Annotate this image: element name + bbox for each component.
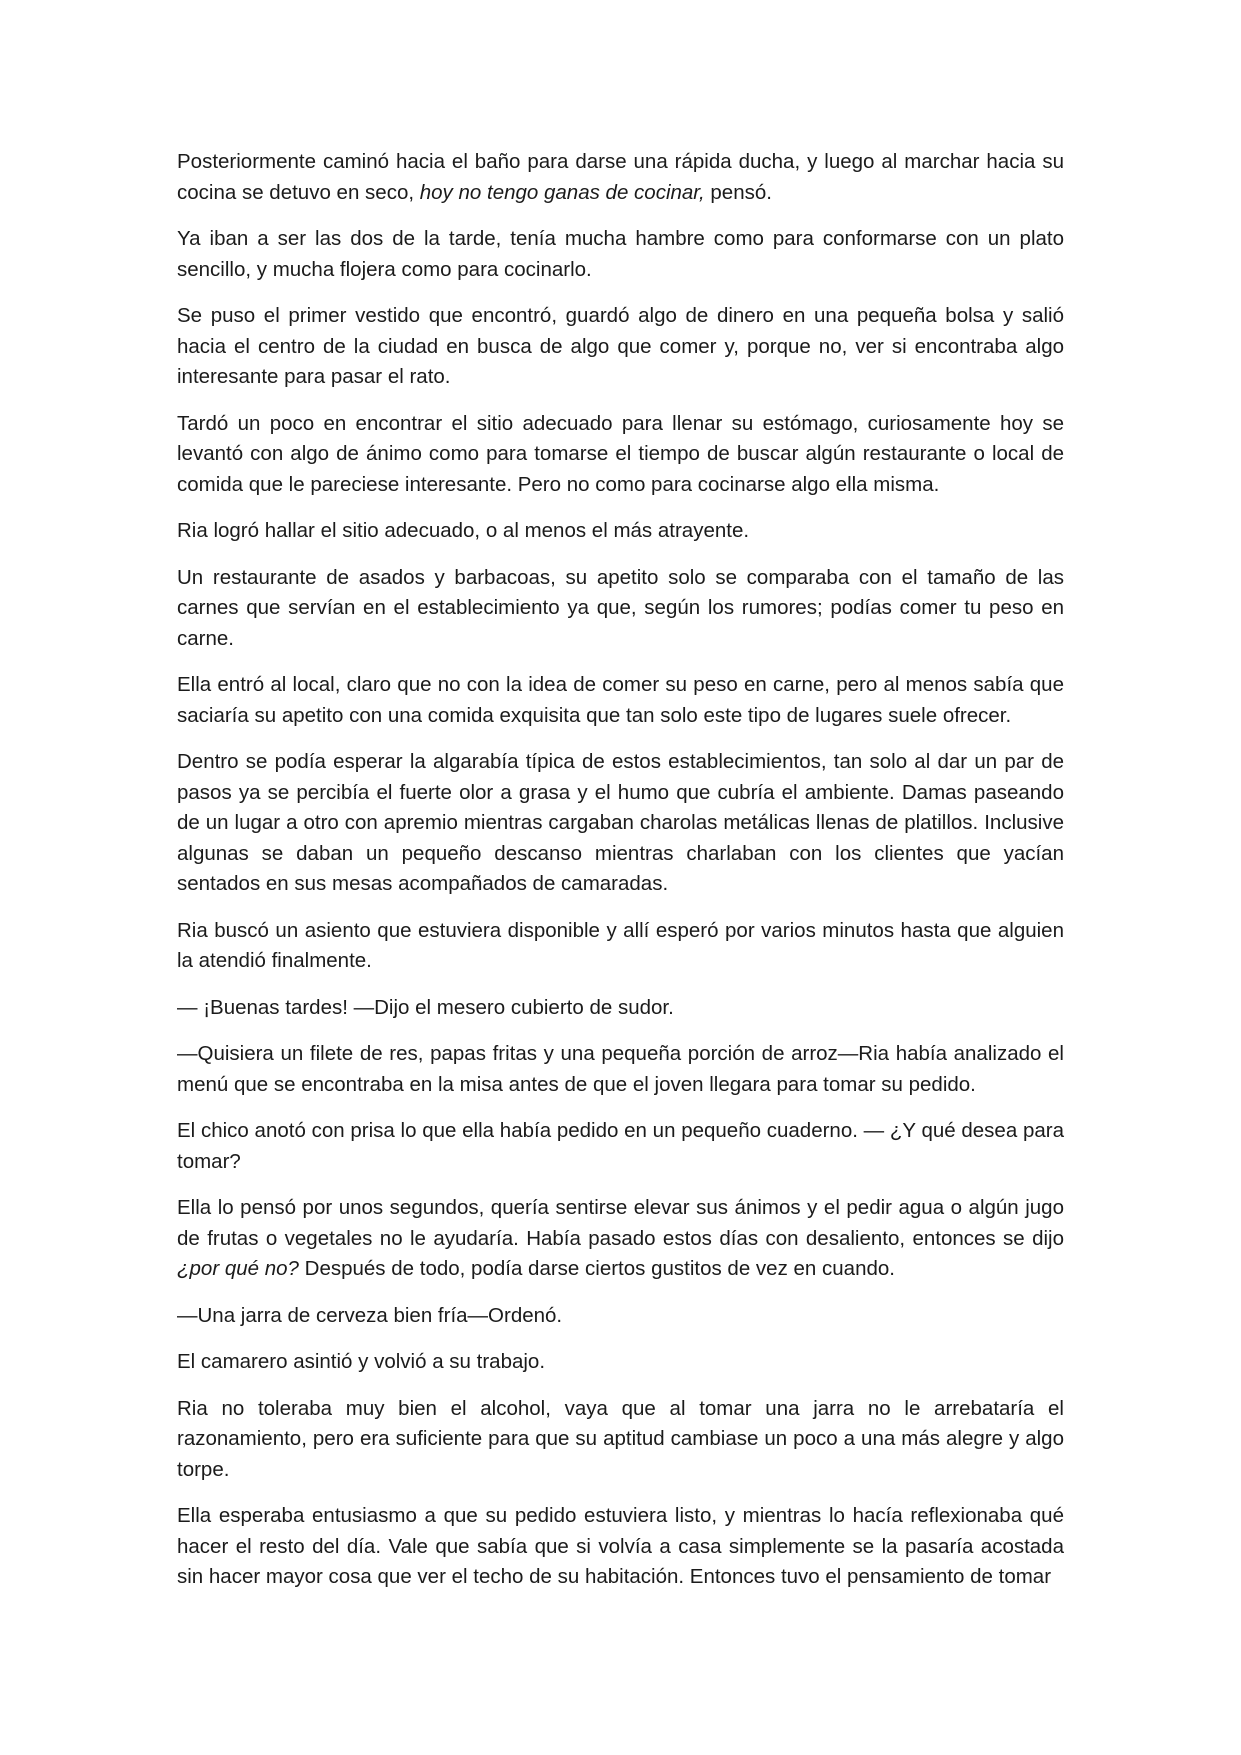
paragraph <box>177 916 1064 977</box>
paragraph <box>177 747 1064 900</box>
paragraph <box>177 147 1064 208</box>
text-run: Tardó un poco en encontrar el sitio adecuado para llenar su estómago, curiosamente hoy se levantó con algo de ánimo como para tomarse el tiempo de buscar algún restaurante o local de comida que le pareciese interesante. Pero no como para cocinarse algo ella misma. <box>177 411 1064 496</box>
italic-text: ¿por qué no? <box>177 1257 299 1280</box>
text-run: Ella lo pensó por unos segundos, quería sentirse elevar sus ánimos y el pedir agua o algún jugo de frutas o vegetales no le ayudaría. Había pasado estos días con desaliento, entonces se dijo <box>177 1196 1064 1250</box>
text-run: Después de todo, podía darse ciertos gustitos de vez en cuando. <box>298 1257 895 1280</box>
text-run: Se puso el primer vestido que encontró, guardó algo de dinero en una pequeña bolsa y salió hacia el centro de la ciudad en busca de algo que comer y, porque no, ver si encontraba algo interesante para pasar el rato. <box>177 304 1064 388</box>
text-run: Ya iban a ser las dos de la tarde, tenía mucha hambre como para conformarse con un plato sencillo, y mucha flojera como para cocinarlo. <box>177 227 1064 281</box>
italic-text: hoy no tengo ganas de cocinar, <box>419 180 705 204</box>
paragraph <box>177 1039 1064 1100</box>
text-run: Ella esperaba entusiasmo a que su pedido estuviera listo, y mientras lo hacía reflexionaba qué hacer el resto del día. Vale que sabía que si volvía a casa simplemente se la pasaría acostada sin hacer mayor cosa que ver el techo de su habitación. Entonces tuvo el pensamiento de tomar <box>177 1504 1064 1588</box>
paragraph <box>177 993 1064 1024</box>
text-run: Ria no toleraba muy bien el alcohol, vaya que al tomar una jarra no le arrebataría el razonamiento, pero era suficiente para que su aptitud cambiase un poco a una más alegre y algo torpe. <box>177 1396 1064 1481</box>
text-run: —Una jarra de cerveza bien fría—Ordenó. <box>177 1303 563 1327</box>
text-run: El chico anotó con prisa lo que ella había pedido en un pequeño cuaderno. — ¿Y qué desea para tomar? <box>177 1119 1064 1173</box>
paragraph <box>177 409 1064 501</box>
text-run: —Quisiera un filete de res, papas fritas y una pequeña porción de arroz—Ria había analizado el menú que se encontraba en la misa antes de que el joven llegara para tomar su pedido. <box>177 1042 1064 1096</box>
text-run: Ria logró hallar el sitio adecuado, o al menos el más atrayente. <box>177 519 750 542</box>
text-run: Un restaurante de asados y barbacoas, su apetito solo se comparaba con el tamaño de las carnes que servían en el establecimiento ya que, según los rumores; podías comer tu peso en carne. <box>177 565 1064 650</box>
text-run: Ella entró al local, claro que no con la idea de comer su peso en carne, pero al menos sabía que saciaría su apetito con una comida exquisita que tan solo este tipo de lugares suele ofrecer. <box>177 673 1064 727</box>
paragraph <box>177 563 1064 655</box>
paragraph <box>177 1193 1064 1285</box>
text-run: El camarero asintió y volvió a su trabajo. <box>177 1350 546 1373</box>
paragraph <box>177 301 1064 393</box>
text-run: pensó. <box>704 180 772 204</box>
document-body <box>177 147 1064 1609</box>
paragraph <box>177 224 1064 285</box>
paragraph <box>177 1394 1064 1486</box>
paragraph <box>177 670 1064 731</box>
paragraph <box>177 516 1064 547</box>
text-run: Posteriormente caminó hacia el baño para darse una rápida ducha, y luego al marchar hacia su cocina se detuvo en seco, <box>177 150 1064 204</box>
text-run: — ¡Buenas tardes! —Dijo el mesero cubierto de sudor. <box>177 995 674 1019</box>
paragraph <box>177 1116 1064 1177</box>
paragraph <box>177 1501 1064 1593</box>
paragraph <box>177 1301 1064 1332</box>
text-run: Dentro se podía esperar la algarabía típica de estos establecimientos, tan solo al dar un par de pasos ya se percibía el fuerte olor a grasa y el humo que cubría el ambiente. Damas paseando de un lugar a otro con apremio mientras cargaban charolas metálicas llenas de platillos. Inclusive algunas se daban un pequeño descanso mientras charlaban con los clientes que yacían sentados en sus mesas acompañados de camaradas. <box>177 750 1064 895</box>
text-run: Ria buscó un asiento que estuviera disponible y allí esperó por varios minutos hasta que alguien la atendió finalmente. <box>177 918 1064 972</box>
paragraph <box>177 1347 1064 1378</box>
